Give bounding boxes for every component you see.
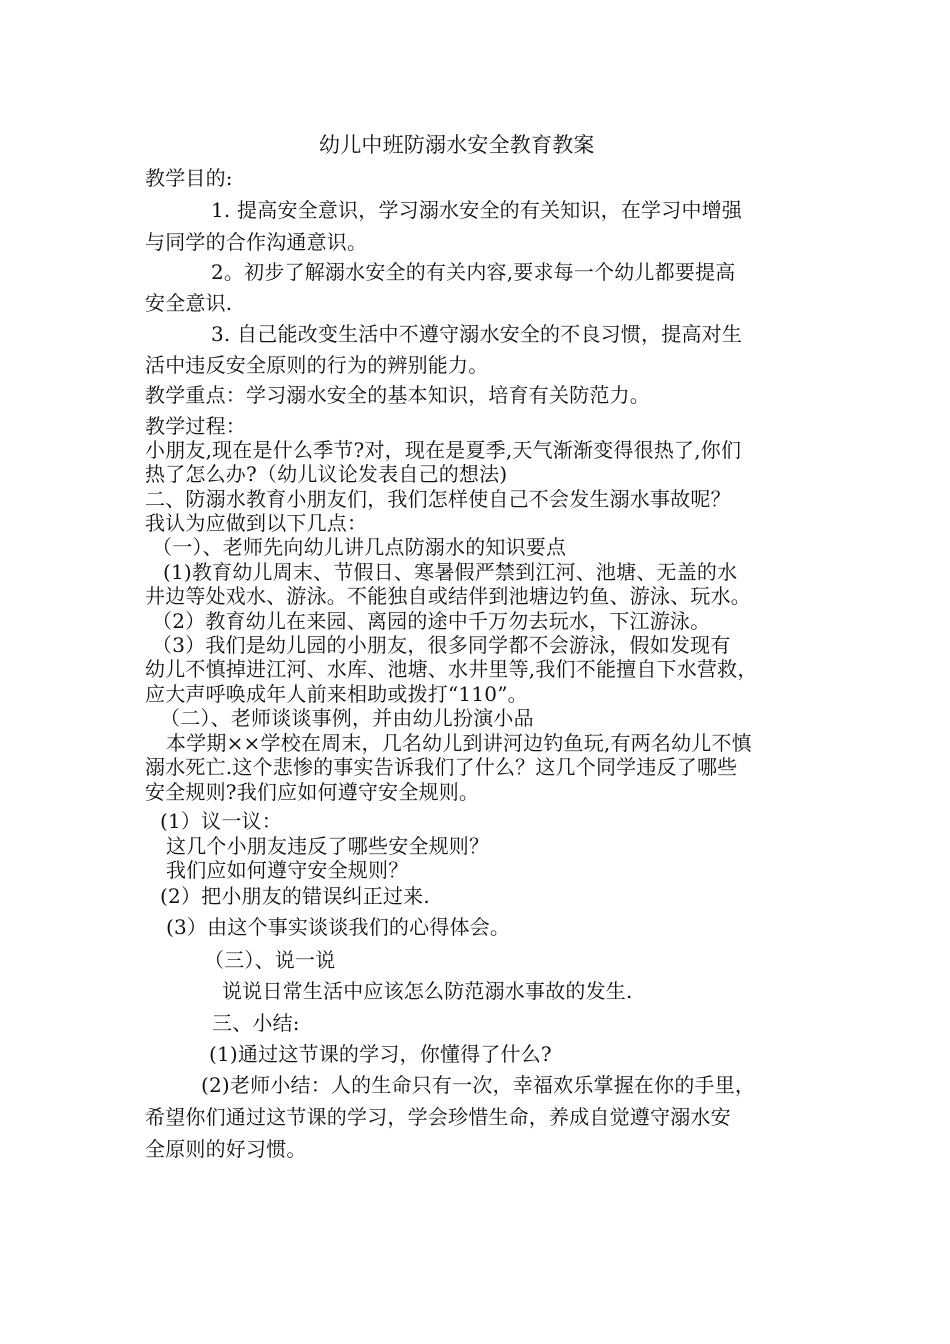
text-line: (1)通过这节课的学习，你懂得了什么? [209, 1042, 552, 1066]
text-line: （2）教育幼儿在来园、离园的途中千万勿去玩水，下江游泳。 [152, 609, 711, 633]
text-line: 教学目的: [145, 166, 233, 190]
text-line: 二、防溺水教育小朋友们，我们怎样使自己不会发生溺水事故呢？ [145, 487, 731, 511]
text-line: 2。初步了解溺水安全的有关内容,要求每一个幼儿都要提高 [211, 260, 736, 284]
text-line: 井边等处戏水、游泳。不能独自或结伴到池塘边钓鱼、游泳、玩水。 [145, 584, 751, 608]
text-line: 热了怎么办?（幼儿议论发表自己的想法) [145, 462, 508, 486]
text-line: (2)老师小结：人的生命只有一次，幸福欢乐掌握在你的手里， [201, 1073, 756, 1097]
text-line: 教学重点：学习溺水安全的基本知识，培育有关防范力。 [145, 383, 650, 407]
text-line: 我们应如何遵守安全规则？ [166, 858, 409, 882]
text-line: 与同学的合作沟通意识。 [145, 230, 368, 254]
text-line: (3）由这个事实谈谈我们的心得体会。 [166, 915, 511, 939]
text-line: 幼儿不慎掉进江河、水库、池塘、水井里等,我们不能擅自下水营救， [145, 657, 758, 681]
text-line: 希望你们通过这节课的学习，学会珍惜生命，养成自觉遵守溺水安 [145, 1105, 731, 1129]
text-line: (1）议一议： [160, 809, 282, 833]
text-line: 本学期××学校在周末，几名幼儿到讲河边钓鱼玩,有两名幼儿不慎 [166, 731, 752, 755]
document-title: 幼儿中班防溺水安全教育教案 [319, 133, 595, 157]
text-line: 活中违反安全原则的行为的辨别能力。 [145, 353, 489, 377]
text-line: 小朋友,现在是什么季节?对，现在是夏季,天气渐渐变得很热了,你们 [145, 438, 742, 462]
text-line: （二）、老师谈谈事例，并由幼儿扮演小品 [160, 706, 534, 730]
text-line: 三、小结: [212, 1011, 300, 1035]
text-line: 3. 自己能改变生活中不遵守溺水安全的不良习惯，提高对生 [211, 322, 743, 346]
text-line: 我认为应做到以下几点： [145, 511, 368, 535]
text-line: (1)教育幼儿周末、节假日、寒暑假严禁到江河、池塘、无盖的水 [163, 560, 738, 584]
text-line: 应大声呼唤成年人前来相助或拨打“110”。 [145, 682, 528, 706]
text-line: 安全意识. [145, 291, 233, 315]
text-line: 说说日常生活中应该怎么防范溺水事故的发生. [222, 979, 633, 1003]
text-line: 1. 提高安全意识，学习溺水安全的有关知识，在学习中增强 [211, 198, 743, 222]
text-line: （三）、说一说 [204, 948, 336, 972]
text-line: （3）我们是幼儿园的小朋友，很多同学都不会游泳，假如发现有 [152, 633, 731, 657]
text-line: 安全规则?我们应如何遵守安全规则。 [145, 780, 480, 804]
text-line: 这几个小朋友违反了哪些安全规则？ [166, 834, 490, 858]
text-line: 教学过程： [145, 414, 246, 438]
text-line: 溺水死亡.这个悲惨的事实告诉我们了什么？这几个同学违反了哪些 [145, 755, 738, 779]
text-line: (2）把小朋友的错误纠正过来. [160, 884, 430, 908]
text-line: 全原则的好习惯。 [145, 1137, 307, 1161]
text-line: （一）、老师先向幼儿讲几点防溺水的知识要点 [152, 535, 567, 559]
